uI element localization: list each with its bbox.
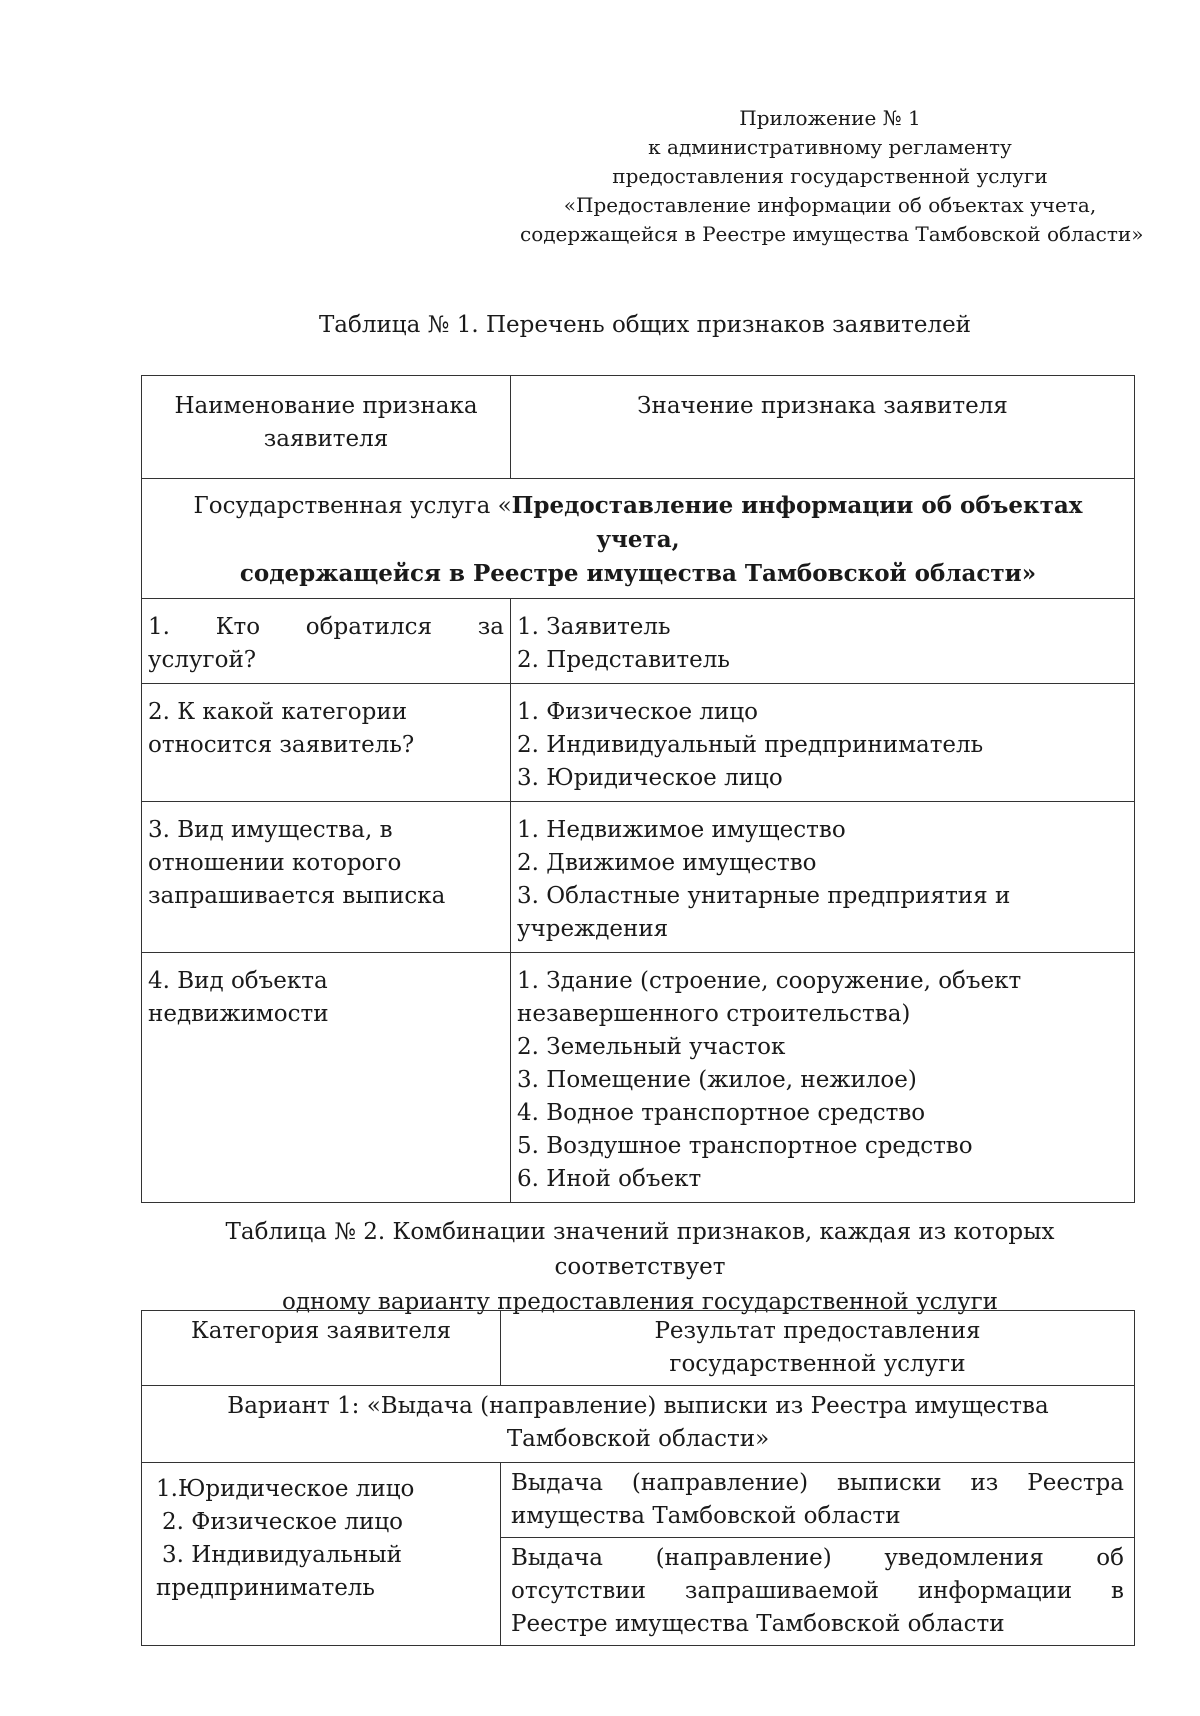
header-text: заявителя <box>263 426 389 452</box>
variant-row <box>142 1386 1135 1463</box>
category-line: 3. Индивидуальный <box>162 1542 402 1568</box>
category-line: 1.Юридическое лицо <box>156 1476 415 1502</box>
table-row <box>142 802 1135 953</box>
attribute-label-cell <box>142 953 511 1203</box>
result-cell <box>501 1538 1135 1646</box>
label-line: услугой? <box>148 647 257 673</box>
value-item: учреждения <box>517 916 669 942</box>
service-name: содержащейся в Реестре имущества Тамбовской области» <box>239 560 1037 587</box>
value-item: 3. Областные унитарные предприятия и <box>517 883 1011 909</box>
value-item: 6. Иной объект <box>517 1166 702 1192</box>
attribute-values-cell <box>511 953 1135 1203</box>
value-item: незавершенного строительства) <box>517 1001 911 1027</box>
label-line: 4. Вид объекта <box>148 968 328 994</box>
annex-line: Приложение № 1 <box>739 106 921 130</box>
result-text: Выдача (направление) выписки из Реестра имущества Тамбовской области <box>511 1470 1124 1529</box>
attribute-values-cell <box>511 684 1135 802</box>
value-item: 1. Недвижимое имущество <box>517 817 846 843</box>
category-line: 2. Физическое лицо <box>162 1509 403 1535</box>
value-item: 5. Воздушное транспортное средство <box>517 1133 973 1159</box>
label-word: Кто <box>215 614 261 640</box>
value-item: 1. Заявитель <box>517 614 671 640</box>
table-row <box>142 599 1135 684</box>
table-row <box>142 953 1135 1203</box>
label-line: запрашивается выписка <box>148 883 446 909</box>
label-line: 3. Вид имущества, в <box>148 817 393 843</box>
title-line: Таблица № 2. Комбинации значений признаков, каждая из которых соответствует <box>225 1219 1055 1280</box>
value-item: 2. Земельный участок <box>517 1034 786 1060</box>
value-item: 2. Индивидуальный предприниматель <box>517 732 984 758</box>
attribute-label-cell <box>142 802 511 953</box>
table1-title: Таблица № 1. Перечень общих признаков заявителей <box>318 312 972 338</box>
annex-header <box>520 104 1144 249</box>
service-cell <box>142 479 1135 599</box>
category-cell <box>142 1463 501 1646</box>
table2-title <box>140 1215 1140 1320</box>
annex-line: к административному регламенту <box>648 135 1012 159</box>
attribute-values-cell <box>511 599 1135 684</box>
annex-line: «Предоставление информации об объектах учета, <box>563 193 1097 217</box>
table-header-row <box>142 376 1135 479</box>
result-cell <box>501 1463 1135 1538</box>
table-row <box>142 1463 1135 1538</box>
value-item: 1. Здание (строение, сооружение, объект <box>517 968 1022 994</box>
header-text: Результат предоставления государственной услуги <box>654 1318 981 1377</box>
label-word: обратился <box>305 614 432 640</box>
title-line: одному варианту предоставления государственной услуги <box>281 1289 999 1315</box>
table-row <box>142 684 1135 802</box>
applicant-attributes-table <box>141 375 1135 1203</box>
value-item: 2. Представитель <box>517 647 730 673</box>
header-cell-attribute-name <box>142 376 511 479</box>
header-cell-category <box>142 1311 501 1386</box>
annex-line: содержащейся в Реестре имущества Тамбовской области» <box>520 222 1144 246</box>
attribute-label-cell <box>142 684 511 802</box>
label-word: 1. <box>148 614 170 640</box>
label-line: 2. К какой категории <box>148 699 408 725</box>
service-row <box>142 479 1135 599</box>
header-cell-result <box>501 1311 1135 1386</box>
service-name: Предоставление информации об объектах учета, <box>511 492 1083 553</box>
header-text: Значение признака заявителя <box>637 393 1008 419</box>
attribute-values-cell <box>511 802 1135 953</box>
attribute-label-cell <box>142 599 511 684</box>
header-cell-attribute-value <box>511 376 1135 479</box>
variant-cell <box>142 1386 1135 1463</box>
header-text: Наименование признака <box>174 393 478 419</box>
label-line: относится заявитель? <box>148 732 415 758</box>
annex-line: предоставления государственной услуги <box>612 164 1048 188</box>
value-item: 1. Физическое лицо <box>517 699 758 725</box>
result-text: Выдача (направление) уведомления об отсутствии запрашиваемой информации в Реестре имущества Тамбовской области <box>511 1545 1124 1637</box>
service-prefix: Государственная услуга « <box>193 493 512 519</box>
value-item: 3. Помещение (жилое, нежилое) <box>517 1067 917 1093</box>
variant-line: Тамбовской области» <box>506 1426 770 1452</box>
value-item: 2. Движимое имущество <box>517 850 817 876</box>
value-item: 3. Юридическое лицо <box>517 765 783 791</box>
variant-line: Вариант 1: «Выдача (направление) выписки из Реестра имущества <box>227 1393 1049 1419</box>
category-line: предприниматель <box>156 1575 375 1601</box>
attribute-combinations-table <box>141 1310 1135 1646</box>
label-line: отношении которого <box>148 850 402 876</box>
label-word: за <box>477 614 504 640</box>
label-line: недвижимости <box>148 1001 329 1027</box>
value-item: 4. Водное транспортное средство <box>517 1100 926 1126</box>
header-text: Категория заявителя <box>190 1318 452 1344</box>
table-header-row <box>142 1311 1135 1386</box>
